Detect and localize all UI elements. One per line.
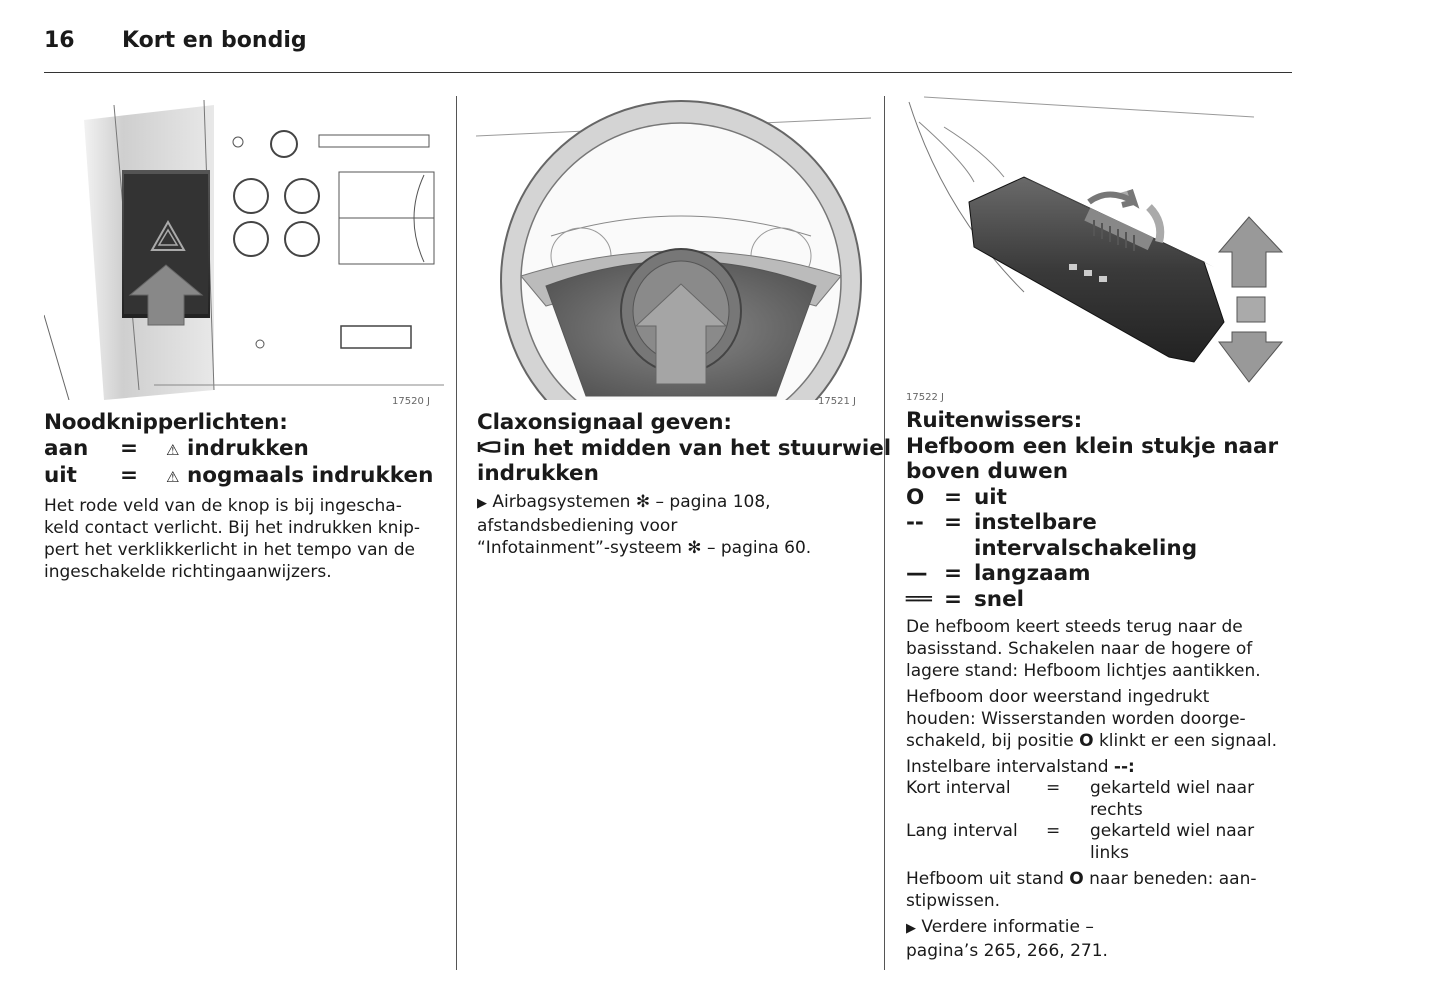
wiper-position-off: O = uit <box>906 484 1007 510</box>
wiper-para-1: De hefboom keert steeds terug naar de basisstand. Schakelen naar de hogere of lagere stand: Hefboom lichtjes aantikken. <box>906 617 1261 681</box>
arrow-icon: ▶ <box>906 921 916 936</box>
hazard-icon: ⚠ <box>166 440 180 459</box>
column-divider-1 <box>456 96 457 970</box>
figure-number-2: 17521 J <box>818 396 856 407</box>
wiper-subheading-2: boven duwen <box>906 459 1068 484</box>
column-divider-2 <box>884 96 885 970</box>
steering-wheel-illustration <box>476 96 871 400</box>
wiper-position-slow: — = langzaam <box>906 561 1091 586</box>
horn-refs: ▶ Airbagsystemen ✻ – pagina 108, afstandsbediening voor “Infotainment”-systeem ✻ – pagina 60. <box>477 491 812 558</box>
wiper-lever-illustration <box>904 92 1294 396</box>
figure-number-1: 17520 J <box>392 396 430 407</box>
horn-row: in het midden van het stuurwiel <box>477 436 877 462</box>
page-title: Kort en bondig <box>122 28 307 53</box>
wiper-heading: Ruitenwissers: <box>906 408 1083 433</box>
hazard-heading: Noodknipperlichten: <box>44 410 288 435</box>
hazard-switch-illustration <box>44 100 444 400</box>
interval-row-short: Kort interval = gekarteld wiel naar rechts <box>906 778 1255 820</box>
hazard-row-on: aan = ⚠ indrukken <box>44 435 309 461</box>
arrow-icon: ▶ <box>477 495 487 511</box>
page-header <box>44 28 307 53</box>
page-number: 16 <box>44 28 75 53</box>
wiper-more-info: ▶ Verdere informatie – pagina’s 265, 266, 271. <box>906 917 1108 961</box>
star-icon: ✻ <box>687 537 702 558</box>
hazard-icon: ⚠ <box>166 468 180 486</box>
horn-section <box>477 410 892 559</box>
wiper-section <box>906 408 1296 962</box>
wiper-subheading-1: Hefboom een klein stukje naar <box>906 433 1279 459</box>
header-rule <box>44 72 1292 73</box>
wiper-para-2: Hefboom door weerstand ingedrukt houden: Wisserstanden worden doorge- schakeld, bij positie O klinkt er een signaal. <box>906 687 1277 751</box>
interval-row-long: Lang interval = gekarteld wiel naar links <box>906 821 1255 863</box>
interval-table <box>906 778 1254 864</box>
horn-row-2: indrukken <box>477 461 599 487</box>
wiper-position-interval: --= instelbare <box>906 510 1097 535</box>
hazard-body: Het rode veld van de knop is bij ingescha- keld contact verlicht. Bij het indrukken knip- pert het verklikkerlicht in het tempo van de ingeschakelde richtingaanwijzers. <box>44 495 421 582</box>
wiper-position-interval-cont: intervalschakeling <box>974 535 1198 561</box>
wiper-para-3: Instelbare intervalstand --: <box>906 757 1135 777</box>
wiper-para-4: Hefboom uit stand O naar beneden: aan- stipwissen. <box>906 869 1257 911</box>
star-icon: ✻ <box>635 491 651 512</box>
horn-heading: Claxonsignaal geven: <box>477 410 732 435</box>
figure-number-3: 17522 J <box>906 392 944 403</box>
horn-icon <box>477 436 503 462</box>
wiper-position-fast: ══ = snel <box>906 586 1025 612</box>
hazard-row-off: uit = ⚠ nogmaals indrukken <box>44 463 434 488</box>
hazard-section <box>44 410 444 583</box>
